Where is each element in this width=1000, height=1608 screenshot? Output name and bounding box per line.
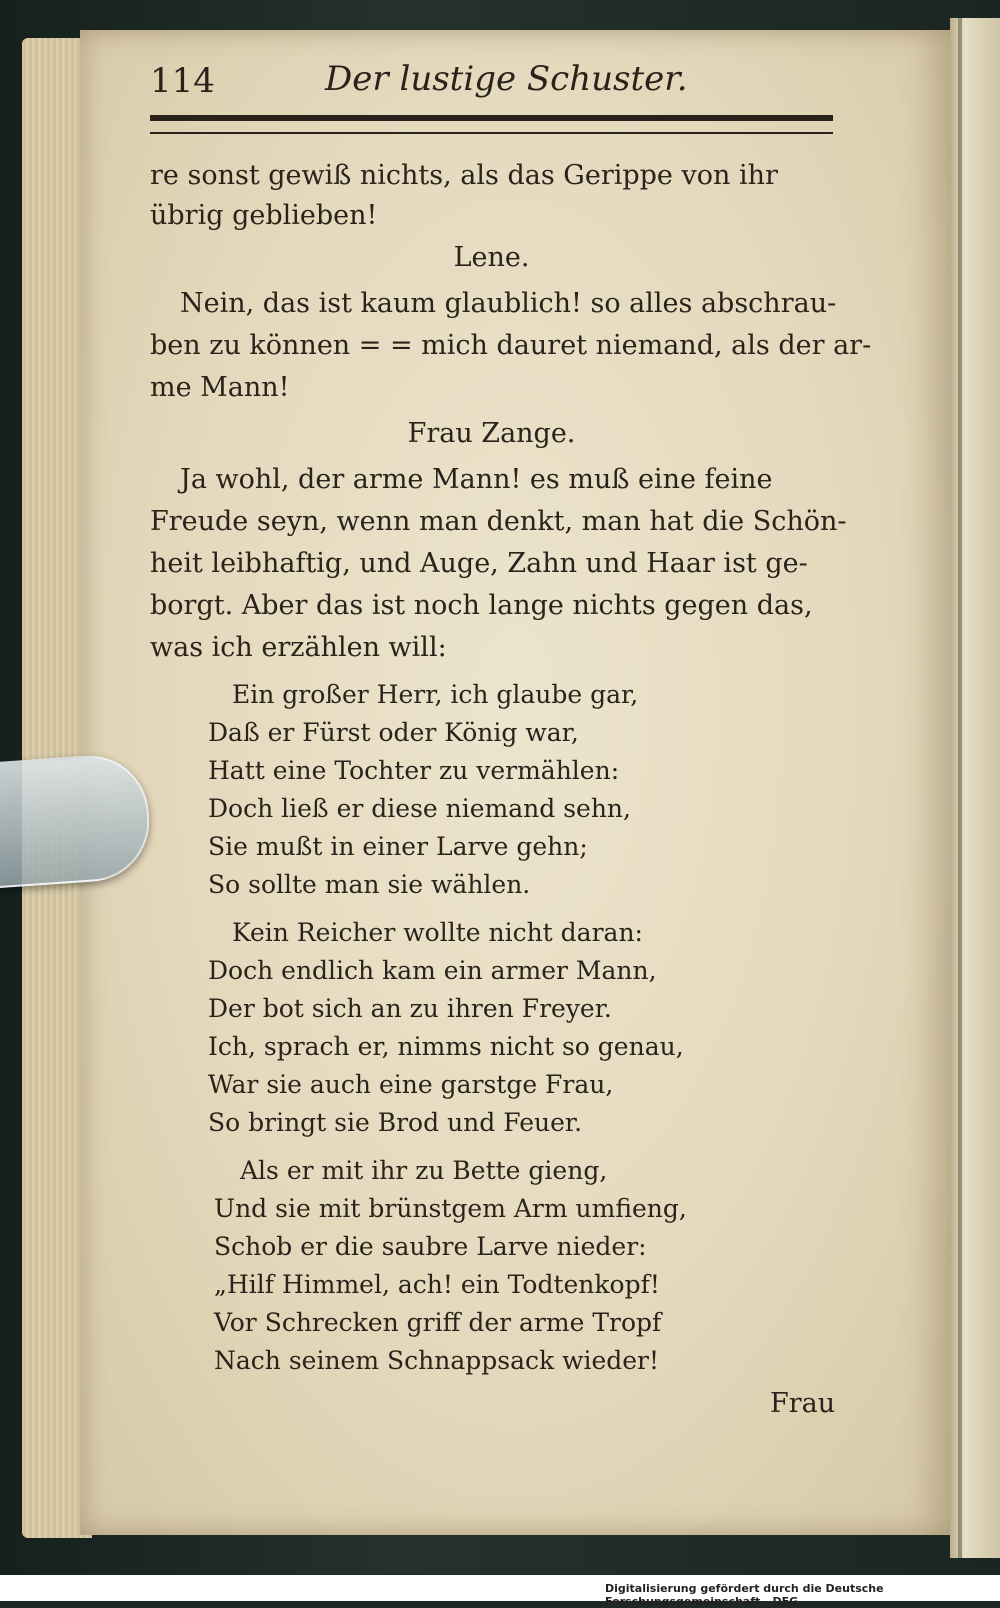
verse-line: War sie auch eine garstge Frau, <box>208 1070 614 1099</box>
verse-line: Und sie mit brünstgem Arm umfieng, <box>214 1194 687 1223</box>
text-line: ben zu können = = mich dauret niemand, als der ar- <box>150 330 872 361</box>
text-line: borgt. Aber das ist noch lange nichts gegen das, <box>150 590 813 621</box>
running-title: Der lustige Schuster. <box>325 59 688 99</box>
text-line: was ich erzählen will: <box>150 632 447 663</box>
speaker-name: Lene. <box>453 242 530 273</box>
verse-line: Kein Reicher wollte nicht daran: <box>232 918 643 947</box>
header-rule-thin <box>150 132 833 134</box>
page-number: 114 <box>150 61 215 101</box>
text-line: Freude seyn, wenn man denkt, man hat die Schön- <box>150 506 847 537</box>
footer-credit: Digitalisierung gefördert durch die Deutsche Forschungsgemeinschaft - DFG <box>605 1582 884 1608</box>
verse-line: So bringt sie Brod und Feuer. <box>208 1108 583 1137</box>
header-rule-thick <box>150 115 833 121</box>
text-line: heit leibhaftig, und Auge, Zahn und Haar ist ge- <box>150 548 808 579</box>
verse-line: Daß er Fürst oder König war, <box>208 718 579 747</box>
verse-line: „Hilf Himmel, ach! ein Todtenkopf! <box>214 1270 660 1299</box>
text-line: Ja wohl, der arme Mann! es muß eine feine <box>180 464 773 495</box>
verse-line: Nach seinem Schnappsack wieder! <box>214 1346 660 1375</box>
verse-line: Doch ließ er diese niemand sehn, <box>208 794 631 823</box>
text-line: übrig geblieben! <box>150 200 378 231</box>
verse-line: Hatt eine Tochter zu vermählen: <box>208 756 620 785</box>
catchword: Frau <box>770 1388 836 1419</box>
verse-line: Doch endlich kam ein armer Mann, <box>208 956 657 985</box>
verse-line: So sollte man sie wählen. <box>208 870 531 899</box>
verse-line: Als er mit ihr zu Bette gieng, <box>240 1156 608 1185</box>
page-gutter-line <box>958 18 962 1558</box>
verse-line: Ein großer Herr, ich glaube gar, <box>232 680 639 709</box>
speaker-name: Frau Zange. <box>407 418 576 449</box>
text-line: Nein, das ist kaum glaublich! so alles abschrau- <box>180 288 837 319</box>
verse-line: Der bot sich an zu ihren Freyer. <box>208 994 612 1023</box>
page-header <box>150 55 830 105</box>
text-line: re sonst gewiß nichts, als das Gerippe von ihr <box>150 160 778 191</box>
verse-line: Ich, sprach er, nimms nicht so genau, <box>208 1032 684 1061</box>
verse-line: Sie mußt in einer Larve gehn; <box>208 832 588 861</box>
verse-line: Schob er die saubre Larve nieder: <box>214 1232 647 1261</box>
text-line: me Mann! <box>150 372 290 403</box>
verse-line: Vor Schrecken griff der arme Tropf <box>214 1308 662 1337</box>
